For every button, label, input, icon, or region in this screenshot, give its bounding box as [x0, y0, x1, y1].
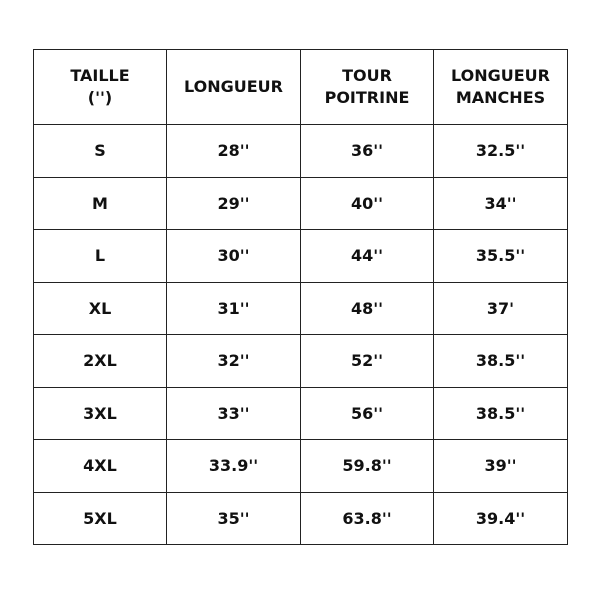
- cell-longueur: 31'': [167, 282, 301, 335]
- cell-longueur: 32'': [167, 335, 301, 388]
- table-row: [34, 177, 568, 230]
- table-row: [34, 492, 568, 545]
- cell-tour-poitrine: 63.8'': [301, 492, 434, 545]
- cell-tour-poitrine: 36'': [301, 125, 434, 178]
- cell-longueur: 33'': [167, 387, 301, 440]
- cell-tour-poitrine: 40'': [301, 177, 434, 230]
- header-row: [34, 50, 568, 125]
- cell-size: 4XL: [34, 440, 167, 493]
- cell-longueur-manches: 35.5'': [434, 230, 568, 283]
- header-tour-poitrine: [301, 50, 434, 125]
- header-longueur-manches-line-2: MANCHES: [455, 88, 546, 107]
- table-row: [34, 230, 568, 283]
- header-longueur-manches-line-1: LONGUEUR: [451, 66, 550, 85]
- header-tour-poitrine-line-1: TOUR: [342, 66, 392, 85]
- cell-tour-poitrine: 52'': [301, 335, 434, 388]
- cell-longueur-manches: 32.5'': [434, 125, 568, 178]
- header-tour-poitrine-line-2: POITRINE: [324, 88, 410, 107]
- cell-size: 3XL: [34, 387, 167, 440]
- table-row: [34, 440, 568, 493]
- cell-size: S: [34, 125, 167, 178]
- cell-size: 2XL: [34, 335, 167, 388]
- cell-longueur: 33.9'': [167, 440, 301, 493]
- cell-longueur-manches: 39'': [434, 440, 568, 493]
- table-header: [34, 50, 568, 125]
- header-longueur: [167, 50, 301, 125]
- table-row: [34, 282, 568, 335]
- table-row: [34, 125, 568, 178]
- cell-longueur: 35'': [167, 492, 301, 545]
- table-row: [34, 335, 568, 388]
- header-taille-line-1: TAILLE: [70, 66, 130, 85]
- size-chart-table: [33, 49, 568, 545]
- cell-longueur: 29'': [167, 177, 301, 230]
- cell-longueur-manches: 37': [434, 282, 568, 335]
- table-body: [34, 125, 568, 545]
- cell-tour-poitrine: 56'': [301, 387, 434, 440]
- cell-tour-poitrine: 59.8'': [301, 440, 434, 493]
- cell-size: L: [34, 230, 167, 283]
- header-taille-line-2: (''): [87, 88, 113, 107]
- cell-size: M: [34, 177, 167, 230]
- table-row: [34, 387, 568, 440]
- cell-longueur-manches: 34'': [434, 177, 568, 230]
- cell-tour-poitrine: 48'': [301, 282, 434, 335]
- cell-size: 5XL: [34, 492, 167, 545]
- header-taille: [34, 50, 167, 125]
- cell-longueur-manches: 38.5'': [434, 387, 568, 440]
- cell-longueur-manches: 38.5'': [434, 335, 568, 388]
- cell-longueur: 28'': [167, 125, 301, 178]
- cell-size: XL: [34, 282, 167, 335]
- header-longueur-manches: [434, 50, 568, 125]
- cell-longueur: 30'': [167, 230, 301, 283]
- header-longueur-line-1: LONGUEUR: [184, 77, 283, 96]
- cell-tour-poitrine: 44'': [301, 230, 434, 283]
- cell-longueur-manches: 39.4'': [434, 492, 568, 545]
